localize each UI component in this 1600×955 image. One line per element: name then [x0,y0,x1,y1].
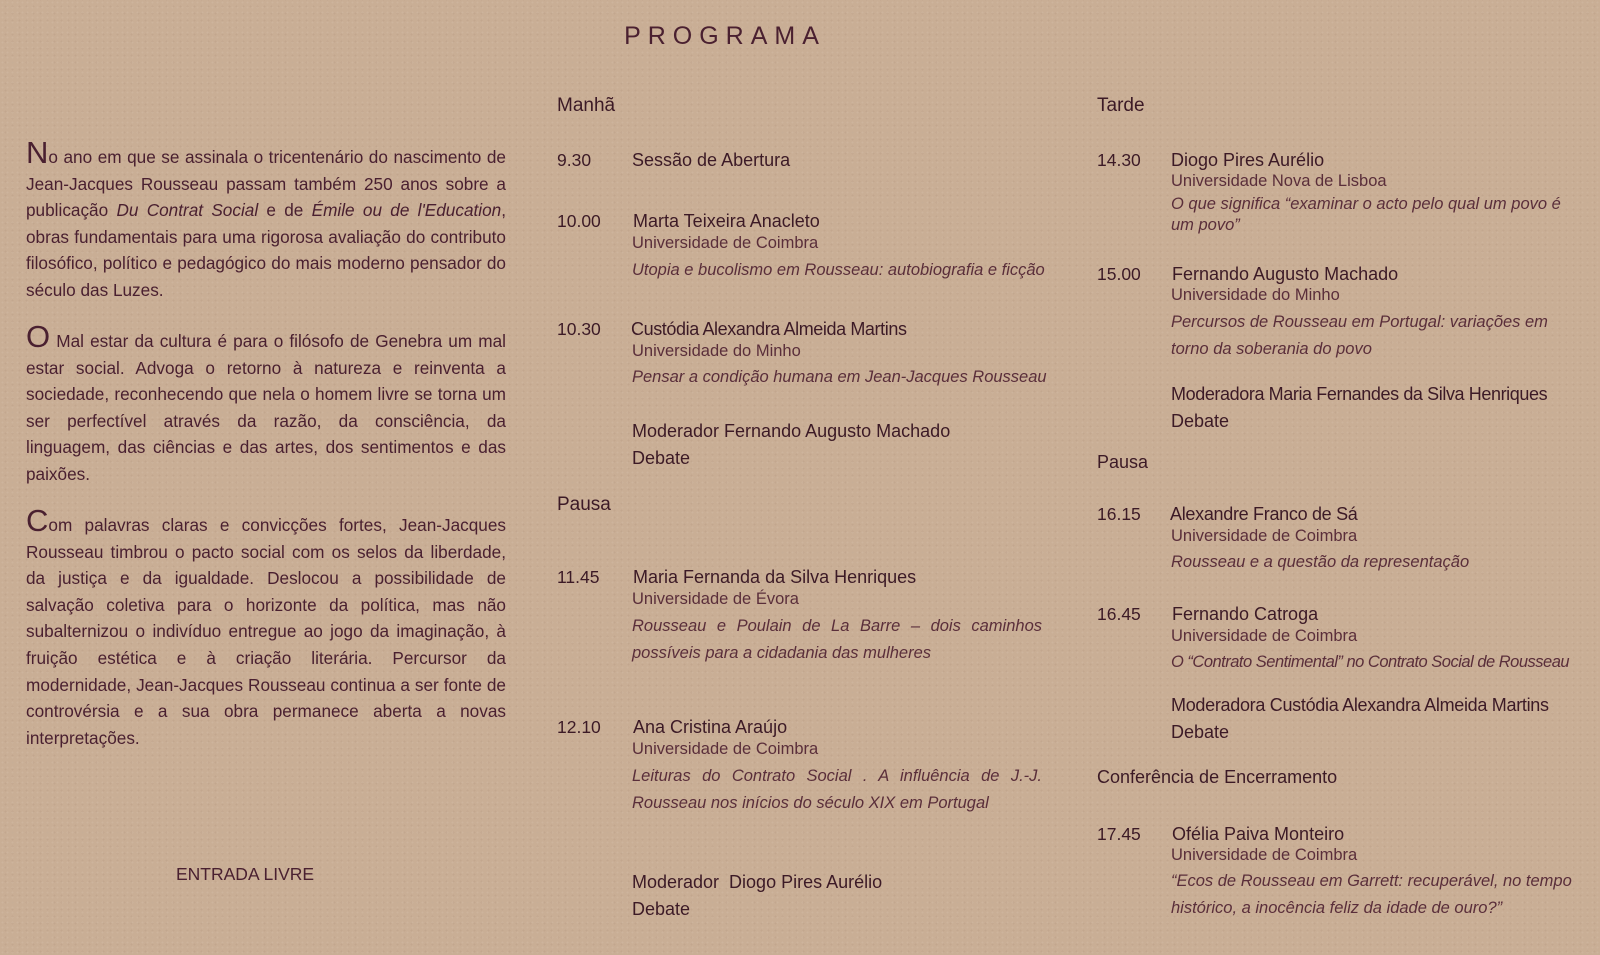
speaker-institution: Universidade de Coimbra [1171,527,1358,545]
talk-title: O que significa “examinar o acto pelo qual um povo é um povo” [1171,195,1561,234]
speaker-institution: Universidade Nova de Lisboa [1171,172,1387,190]
intro-paragraph-1: No ano em que se assinala o tricentenário do nascimento de Jean-Jacques Rousseau passam também 250 anos sobre a publicação Du Contrat Social e de Émile ou de l'Education, obras fundamentais para uma rigorosa avaliação do contributo filosófico, político e pedagógico do mais moderno pensador do século das Luzes. [26,135,506,300]
morning-heading: Manhã [557,95,616,116]
speaker-name: Ofélia Paiva Monteiro [1172,824,1345,844]
session-time: 14.30 [1097,150,1141,170]
debate: Debate [632,898,691,919]
afternoon-heading: Tarde [1097,95,1145,116]
intro-paragraph-2: O Mal estar da cultura é para o filósofo de Genebra um mal estar social. Advoga o retorno à natureza e reinventa a sociedade, reconhecendo que nela o homem livre se torna um ser perfectível através da razão, da consciência, da linguagem, das ciências e das artes, dos sentimentos e das paixões. [26,319,506,484]
intro-paragraph-3: Com palavras claras e convicções fortes, Jean-Jacques Rousseau timbrou o pacto social com os selos da liberdade, da justiça e da igualdade. Deslocou a possibilidade de salvação coletiva para o horizonte da política, mas não subalternizou o indivíduo entregue ao jogo da imaginação, à fruição estética e à criação literária. Percursor da modernidade, Jean-Jacques Rousseau continua a ser fonte de controvérsia e a sua obra permanece aberta a novas interpretações. [26,503,506,748]
speaker-name: Fernando Augusto Machado [1172,264,1399,284]
speaker-name: Maria Fernanda da Silva Henriques [633,567,917,587]
work-title: Émile ou de l'Education [311,200,502,221]
talk-title: Rousseau e a questão da representação [1171,553,1470,571]
session-time: 10.00 [557,211,601,231]
talk-title: Percursos de Rousseau em Portugal: variações em torno da soberania do povo [1171,313,1548,358]
speaker-institution: Universidade do Minho [632,342,801,360]
moderator: Moderadora Maria Fernandes da Silva Henriques [1171,384,1548,404]
talk-title: Rousseau e Poulain de La Barre – dois caminhos possíveis para a cidadania das mulheres [632,617,1042,662]
speaker-institution: Universidade de Coimbra [632,234,819,252]
free-entry-notice: ENTRADA LIVRE [176,864,315,884]
session-time: 9.30 [557,150,592,170]
speaker-name: Diogo Pires Aurélio [1171,150,1325,170]
moderator: Moderador Fernando Augusto Machado [632,421,951,441]
moderator: Moderador Diogo Pires Aurélio [632,872,883,892]
speaker-institution: Universidade de Coimbra [1171,846,1358,864]
speaker-name: Fernando Catroga [1172,604,1319,624]
opening-session: Sessão de Abertura [632,150,791,170]
speaker-institution: Universidade de Évora [632,590,799,608]
talk-title: Leituras do Contrato Social . A influência de J.-J. Rousseau nos inícios do século XIX em Portugal [632,767,1042,812]
speaker-name: Alexandre Franco de Sá [1170,504,1358,524]
talk-title: Utopia e bucolismo em Rousseau: autobiografia e ficção [632,261,1045,279]
debate: Debate [1171,721,1230,742]
session-time: 12.10 [557,717,601,737]
work-title: Du Contrat Social [116,200,259,221]
page-title: PROGRAMA [624,22,826,50]
talk-title: “Ecos de Rousseau em Garrett: recuperável, no tempo histórico, a inocência feliz da idade de ouro?” [1171,872,1572,917]
speaker-institution: Universidade do Minho [1171,286,1340,304]
speaker-name: Marta Teixeira Anacleto [633,211,820,231]
speaker-institution: Universidade de Coimbra [1171,627,1358,645]
drop-cap: N [26,135,49,170]
break-label: Pausa [557,494,611,515]
session-time: 16.15 [1097,504,1141,524]
debate: Debate [632,447,691,468]
session-time: 15.00 [1097,264,1141,284]
drop-cap: O [26,319,51,354]
session-time: 17.45 [1097,824,1141,844]
moderator-block [632,418,950,471]
talk-title: O “Contrato Sentimental” no Contrato Social de Rousseau [1171,653,1570,671]
speaker-institution: Universidade de Coimbra [632,740,819,758]
speaker-name: Custódia Alexandra Almeida Martins [631,319,907,339]
moderator-block [1171,692,1549,745]
speaker-name: Ana Cristina Araújo [633,717,788,737]
session-time: 16.45 [1097,604,1141,624]
closing-conference-heading: Conferência de Encerramento [1097,767,1338,787]
session-time: 11.45 [557,567,600,587]
session-time: 10.30 [557,319,601,339]
moderator-block [1171,381,1547,434]
debate: Debate [1171,410,1230,431]
drop-cap: C [26,503,49,538]
moderator: Moderadora Custódia Alexandra Almeida Martins [1171,695,1549,715]
break-label: Pausa [1097,452,1149,472]
talk-title: Pensar a condição humana em Jean-Jacques Rousseau [632,368,1047,386]
moderator-block [632,869,882,922]
